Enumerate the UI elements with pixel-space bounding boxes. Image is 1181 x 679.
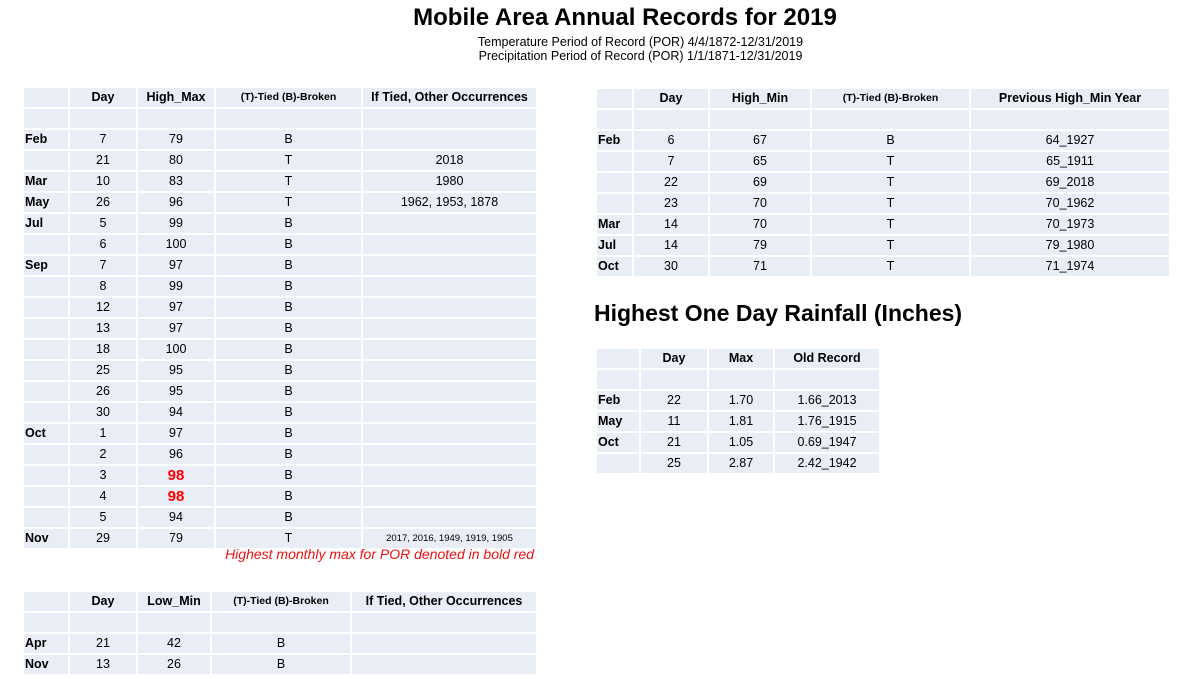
table-cell: B (216, 235, 361, 254)
rainfall-table (595, 347, 881, 475)
month-cell: May (597, 412, 639, 431)
month-cell: Oct (597, 257, 632, 276)
column-header (597, 349, 639, 368)
low-min-table (22, 590, 538, 676)
precipitation-por-subtitle: Precipitation Period of Record (POR) 1/1/1871-12/31/2019 (478, 49, 803, 63)
table-cell: 1962, 1953, 1878 (363, 193, 536, 212)
spacer-row (24, 109, 536, 128)
table-cell (363, 361, 536, 380)
table-cell: B (216, 361, 361, 380)
table-cell: 69 (710, 173, 810, 192)
table-cell: T (216, 529, 361, 548)
column-header (597, 89, 632, 108)
temperature-por-subtitle: Temperature Period of Record (POR) 4/4/1872-12/31/2019 (477, 35, 804, 49)
month-cell (24, 466, 68, 485)
month-cell (24, 298, 68, 317)
high-max-table (22, 86, 538, 550)
column-header: High_Max (138, 88, 214, 107)
table-cell: 3 (70, 466, 136, 485)
table-row (24, 214, 536, 233)
table-cell: 5 (70, 214, 136, 233)
empty-cell (634, 110, 708, 129)
column-header (24, 592, 68, 611)
table-row (24, 256, 536, 275)
table-cell (363, 340, 536, 359)
table-cell: 98 (138, 487, 214, 506)
table-cell (363, 298, 536, 317)
table-cell: B (212, 634, 350, 653)
table-cell: T (812, 173, 969, 192)
table-row (24, 130, 536, 149)
month-cell (24, 361, 68, 380)
empty-cell (597, 370, 639, 389)
column-header (24, 88, 68, 107)
spacer-row (597, 110, 1169, 129)
table-cell: 96 (138, 193, 214, 212)
month-cell (24, 445, 68, 464)
month-cell (24, 340, 68, 359)
month-cell: Nov (24, 655, 68, 674)
table-cell: 70_1962 (971, 194, 1169, 213)
table-cell: 7 (70, 256, 136, 275)
table-cell: 21 (70, 151, 136, 170)
table-cell: B (216, 382, 361, 401)
table-cell: 97 (138, 256, 214, 275)
table-cell: B (216, 487, 361, 506)
table-cell: T (812, 152, 969, 171)
table-cell: 1.66_2013 (775, 391, 879, 410)
table-cell: T (812, 257, 969, 276)
month-cell: Mar (597, 215, 632, 234)
table-cell: 8 (70, 277, 136, 296)
table-row (597, 454, 879, 473)
table-cell: 99 (138, 214, 214, 233)
empty-cell (216, 109, 361, 128)
table-cell (363, 382, 536, 401)
table-cell: B (216, 466, 361, 485)
table-cell: B (216, 445, 361, 464)
table-cell: 83 (138, 172, 214, 191)
month-cell: Sep (24, 256, 68, 275)
table-cell (363, 277, 536, 296)
table-row (24, 298, 536, 317)
table-cell (363, 424, 536, 443)
table-cell: B (216, 277, 361, 296)
table-cell: 100 (138, 235, 214, 254)
table-cell: 2017, 2016, 1949, 1919, 1905 (363, 529, 536, 548)
column-header: If Tied, Other Occurrences (363, 88, 536, 107)
table-cell (363, 130, 536, 149)
table-cell: 7 (70, 130, 136, 149)
table-row (24, 151, 536, 170)
header-row (24, 592, 536, 611)
month-cell: Mar (24, 172, 68, 191)
table-row (597, 257, 1169, 276)
table-cell: 22 (641, 391, 707, 410)
month-cell (597, 454, 639, 473)
table-cell: 1 (70, 424, 136, 443)
column-header: Day (641, 349, 707, 368)
high-min-table (595, 87, 1171, 278)
table-cell: 67 (710, 131, 810, 150)
table-cell: 26 (70, 382, 136, 401)
table-cell: B (812, 131, 969, 150)
table-cell: 23 (634, 194, 708, 213)
table-row (24, 235, 536, 254)
table-cell: 12 (70, 298, 136, 317)
table-cell (363, 466, 536, 485)
header-row (24, 88, 536, 107)
table-cell: 99 (138, 277, 214, 296)
table-cell: 71_1974 (971, 257, 1169, 276)
table-row (597, 173, 1169, 192)
header-row (597, 89, 1169, 108)
table-cell: 97 (138, 319, 214, 338)
table-cell: 0.69_1947 (775, 433, 879, 452)
table-row (24, 655, 536, 674)
month-cell (24, 319, 68, 338)
empty-cell (710, 110, 810, 129)
month-cell (24, 508, 68, 527)
table-cell: 97 (138, 298, 214, 317)
table-cell: 14 (634, 236, 708, 255)
table-row (597, 433, 879, 452)
table-cell: 79 (138, 529, 214, 548)
table-cell: B (216, 508, 361, 527)
table-cell: T (216, 193, 361, 212)
empty-cell (138, 109, 214, 128)
table-cell (363, 445, 536, 464)
month-cell: Feb (597, 131, 632, 150)
empty-cell (641, 370, 707, 389)
empty-cell (971, 110, 1169, 129)
month-cell (24, 151, 68, 170)
table-cell: B (216, 424, 361, 443)
table-row (597, 194, 1169, 213)
month-cell: Oct (597, 433, 639, 452)
empty-cell (597, 110, 632, 129)
table-row (24, 508, 536, 527)
table-cell (363, 235, 536, 254)
month-cell (24, 403, 68, 422)
table-cell: 6 (70, 235, 136, 254)
table-cell: 13 (70, 319, 136, 338)
table-cell: 100 (138, 340, 214, 359)
table-cell: B (216, 319, 361, 338)
table-cell: 26 (70, 193, 136, 212)
empty-cell (70, 109, 136, 128)
table-cell: 13 (70, 655, 136, 674)
month-cell (24, 382, 68, 401)
table-row (24, 403, 536, 422)
empty-cell (24, 109, 68, 128)
month-cell (597, 152, 632, 171)
table-cell: 94 (138, 508, 214, 527)
table-row (24, 340, 536, 359)
table-row (24, 466, 536, 485)
column-header: Previous High_Min Year (971, 89, 1169, 108)
table-cell: 10 (70, 172, 136, 191)
table-cell: 79_1980 (971, 236, 1169, 255)
table-cell: 14 (634, 215, 708, 234)
table-cell: 21 (70, 634, 136, 653)
table-cell: 70 (710, 215, 810, 234)
table-row (24, 361, 536, 380)
column-header: Max (709, 349, 773, 368)
column-header: (T)-Tied (B)-Broken (216, 88, 361, 107)
table-cell: 79 (138, 130, 214, 149)
empty-cell (709, 370, 773, 389)
bold-red-note: Highest monthly max for POR denoted in bold red (225, 546, 534, 562)
table-cell (363, 214, 536, 233)
month-cell: Oct (24, 424, 68, 443)
month-cell: Jul (24, 214, 68, 233)
table-cell: 95 (138, 382, 214, 401)
table-cell: 71 (710, 257, 810, 276)
table-row (24, 445, 536, 464)
table-cell: 6 (634, 131, 708, 150)
empty-cell (212, 613, 350, 632)
table-cell: T (812, 236, 969, 255)
table-cell (352, 655, 536, 674)
table-row (24, 487, 536, 506)
table-row (24, 277, 536, 296)
column-header: If Tied, Other Occurrences (352, 592, 536, 611)
table-cell: B (216, 298, 361, 317)
table-cell: 42 (138, 634, 210, 653)
empty-cell (352, 613, 536, 632)
header-row (597, 349, 879, 368)
table-cell: 79 (710, 236, 810, 255)
table-cell: 25 (641, 454, 707, 473)
column-header: High_Min (710, 89, 810, 108)
table-cell: B (216, 256, 361, 275)
table-cell: 30 (70, 403, 136, 422)
column-header: Old Record (775, 349, 879, 368)
month-cell: Apr (24, 634, 68, 653)
empty-cell (138, 613, 210, 632)
table-cell: 2.87 (709, 454, 773, 473)
table-cell: B (216, 340, 361, 359)
table-row (597, 152, 1169, 171)
table-cell: 1.81 (709, 412, 773, 431)
empty-cell (363, 109, 536, 128)
table-cell: 80 (138, 151, 214, 170)
table-cell: 97 (138, 424, 214, 443)
table-cell: 1.05 (709, 433, 773, 452)
table-cell: 95 (138, 361, 214, 380)
table-cell: 69_2018 (971, 173, 1169, 192)
table-cell: 30 (634, 257, 708, 276)
empty-cell (70, 613, 136, 632)
table-cell: 70_1973 (971, 215, 1169, 234)
table-cell (363, 508, 536, 527)
empty-cell (812, 110, 969, 129)
table-row (24, 319, 536, 338)
table-row (597, 131, 1169, 150)
column-header: Day (70, 88, 136, 107)
month-cell (597, 194, 632, 213)
table-cell: 94 (138, 403, 214, 422)
table-cell: B (216, 130, 361, 149)
table-row (24, 172, 536, 191)
table-cell: 98 (138, 466, 214, 485)
table-cell: 7 (634, 152, 708, 171)
table-cell: 25 (70, 361, 136, 380)
table-cell: 5 (70, 508, 136, 527)
table-row (24, 634, 536, 653)
table-row (597, 236, 1169, 255)
table-cell (352, 634, 536, 653)
month-cell (597, 173, 632, 192)
table-cell: B (216, 214, 361, 233)
table-cell: T (216, 172, 361, 191)
month-cell (24, 277, 68, 296)
table-row (597, 215, 1169, 234)
table-cell (363, 487, 536, 506)
month-cell: Nov (24, 529, 68, 548)
month-cell: Jul (597, 236, 632, 255)
column-header: Low_Min (138, 592, 210, 611)
table-cell: 11 (641, 412, 707, 431)
month-cell: Feb (24, 130, 68, 149)
table-row (24, 193, 536, 212)
table-cell: B (212, 655, 350, 674)
table-row (24, 382, 536, 401)
table-cell: T (812, 194, 969, 213)
empty-cell (24, 613, 68, 632)
table-cell (363, 256, 536, 275)
table-cell: 1.70 (709, 391, 773, 410)
table-cell: 21 (641, 433, 707, 452)
page-title: Mobile Area Annual Records for 2019 (413, 4, 837, 31)
month-cell: Feb (597, 391, 639, 410)
table-cell: 4 (70, 487, 136, 506)
empty-cell (775, 370, 879, 389)
table-cell: 65_1911 (971, 152, 1169, 171)
table-cell: 64_1927 (971, 131, 1169, 150)
column-header: (T)-Tied (B)-Broken (812, 89, 969, 108)
spacer-row (24, 613, 536, 632)
table-cell: 18 (70, 340, 136, 359)
table-cell: 29 (70, 529, 136, 548)
table-cell: 1.76_1915 (775, 412, 879, 431)
month-cell (24, 235, 68, 254)
table-cell: 2.42_1942 (775, 454, 879, 473)
table-row (24, 424, 536, 443)
column-header: Day (634, 89, 708, 108)
column-header: (T)-Tied (B)-Broken (212, 592, 350, 611)
month-cell: May (24, 193, 68, 212)
table-row (597, 391, 879, 410)
table-cell: B (216, 403, 361, 422)
table-cell: 2 (70, 445, 136, 464)
table-cell: 26 (138, 655, 210, 674)
table-row (597, 412, 879, 431)
table-cell (363, 319, 536, 338)
table-cell (363, 403, 536, 422)
table-cell: 70 (710, 194, 810, 213)
spacer-row (597, 370, 879, 389)
table-cell: 1980 (363, 172, 536, 191)
table-cell: 96 (138, 445, 214, 464)
table-cell: 2018 (363, 151, 536, 170)
column-header: Day (70, 592, 136, 611)
rainfall-title: Highest One Day Rainfall (Inches) (594, 300, 963, 326)
table-cell: T (812, 215, 969, 234)
table-cell: 65 (710, 152, 810, 171)
month-cell (24, 487, 68, 506)
table-cell: 22 (634, 173, 708, 192)
table-cell: T (216, 151, 361, 170)
